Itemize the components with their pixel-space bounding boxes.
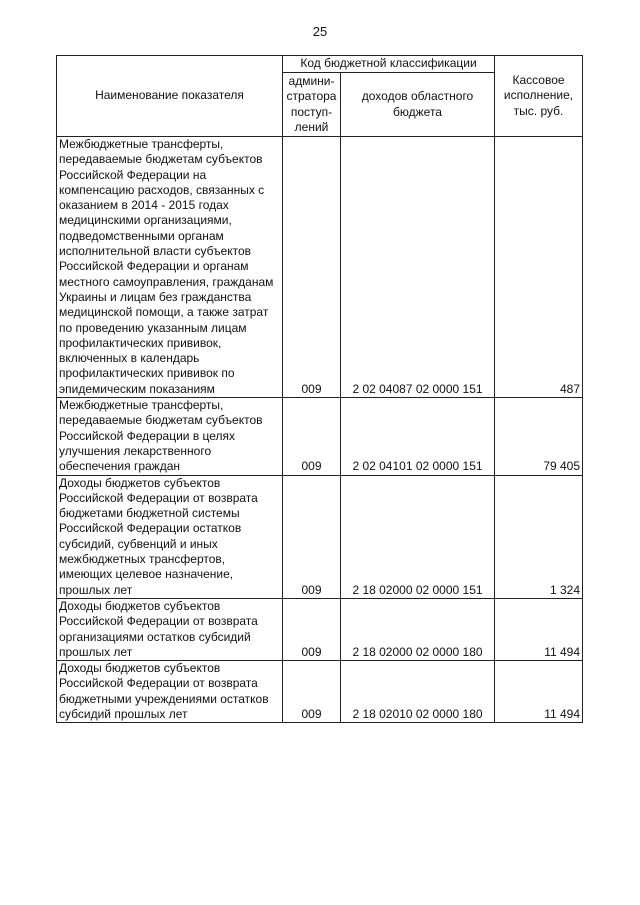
column-header-income: доходов областного бюджета — [341, 73, 495, 137]
row-income-code: 2 18 02000 02 0000 151 — [341, 475, 495, 598]
table-row — [57, 661, 583, 723]
row-amount: 487 — [495, 137, 583, 398]
row-amount: 1 324 — [495, 475, 583, 598]
column-header-code-group: Код бюджетной классификации — [283, 56, 495, 73]
row-name: Межбюджетные трансферты, передаваемые бюджетам субъектов Российской Федерации в целях улучшения лекарственного обеспечения граждан — [57, 398, 283, 475]
table-row — [57, 398, 583, 475]
column-header-amount: Кассовое исполнение, тыс. руб. — [495, 56, 583, 137]
row-income-code: 2 02 04101 02 0000 151 — [341, 398, 495, 475]
row-name: Доходы бюджетов субъектов Российской Федерации от возврата организациями остатков субсидий прошлых лет — [57, 598, 283, 660]
row-name: Межбюджетные трансферты, передаваемые бюджетам субъектов Российской Федерации на компенсацию расходов, связанных с оказанием в 2014 - 2015 годах медицинскими организациями, подведомственными органам исполнительной власти субъектов Российской Федерации и органам местного самоуправления, гражданам Украины и лицам без гражданства медицинской помощи, а также затрат по проведению указанным лицам профилактических прививок, включенных в календарь профилактических прививок по эпидемическим показаниям — [57, 137, 283, 398]
table-row — [57, 598, 583, 660]
row-income-code: 2 18 02000 02 0000 180 — [341, 598, 495, 660]
row-amount: 11 494 — [495, 661, 583, 723]
row-admin-code: 009 — [283, 398, 341, 475]
row-income-code: 2 02 04087 02 0000 151 — [341, 137, 495, 398]
column-header-admin: админи-стратора поступ-лений — [283, 73, 341, 137]
row-admin-code: 009 — [283, 598, 341, 660]
table-row — [57, 137, 583, 398]
table-row — [57, 475, 583, 598]
row-name: Доходы бюджетов субъектов Российской Федерации от возврата бюджетами бюджетной системы Российской Федерации остатков субсидий, субвенций и иных межбюджетных трансфертов, имеющих целевое назначение, прошлых лет — [57, 475, 283, 598]
row-amount: 11 494 — [495, 598, 583, 660]
row-name: Доходы бюджетов субъектов Российской Федерации от возврата бюджетными учреждениями остатков субсидий прошлых лет — [57, 661, 283, 723]
column-header-name: Наименование показателя — [57, 56, 283, 137]
row-amount: 79 405 — [495, 398, 583, 475]
page-number: 25 — [312, 24, 328, 39]
row-income-code: 2 18 02010 02 0000 180 — [341, 661, 495, 723]
row-admin-code: 009 — [283, 475, 341, 598]
row-admin-code: 009 — [283, 137, 341, 398]
budget-table — [56, 55, 583, 723]
row-admin-code: 009 — [283, 661, 341, 723]
